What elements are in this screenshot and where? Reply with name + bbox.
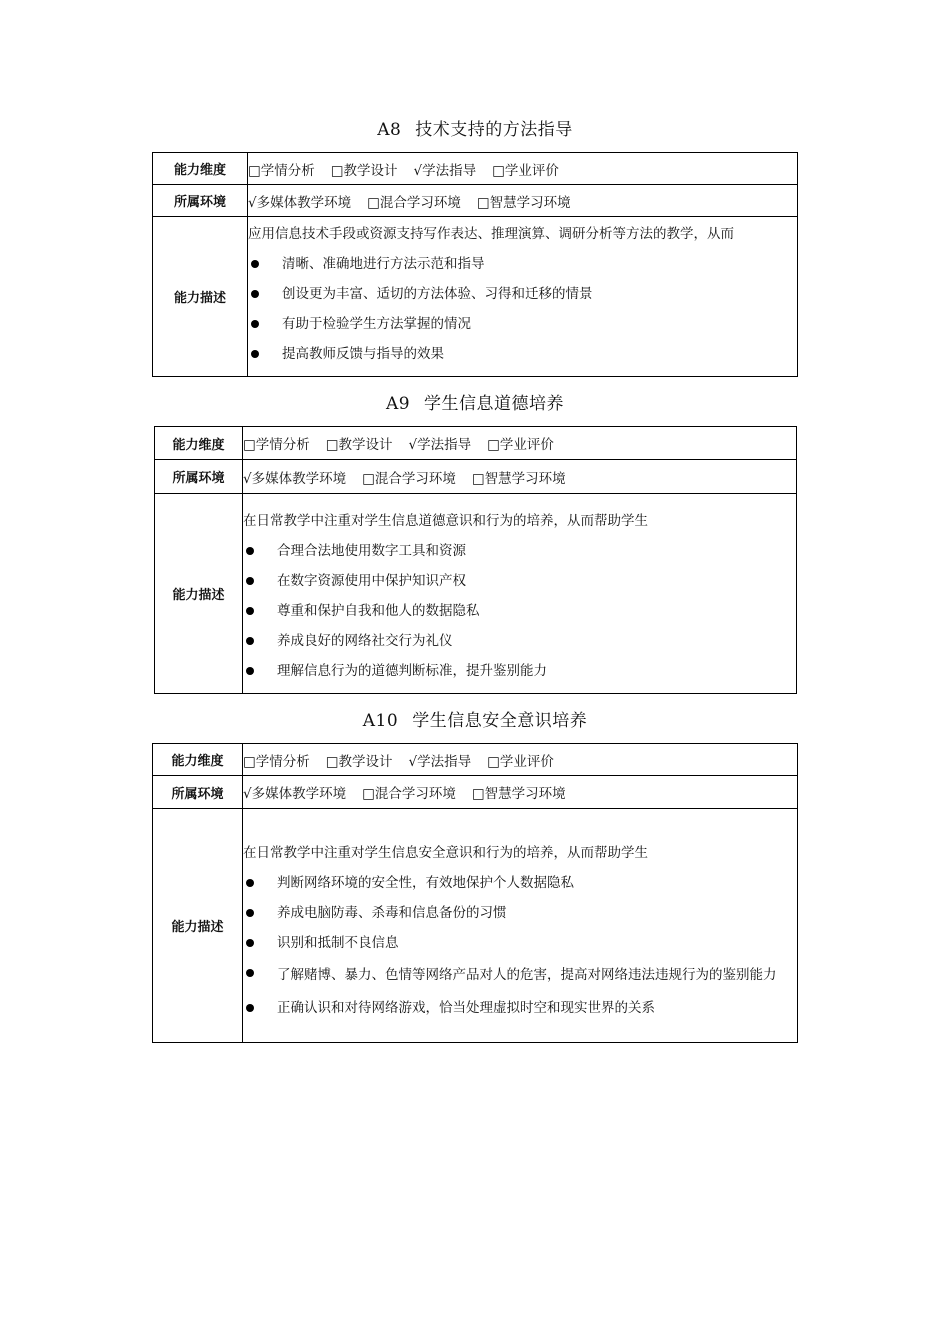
- option-smart-env: □智慧学习环境: [476, 194, 571, 211]
- section-code: A8: [377, 120, 402, 140]
- section-title-text: 学生信息道德培养: [424, 394, 565, 414]
- bullet-item: 识别和抵制不良信息: [243, 933, 797, 953]
- environment-label: 所属环境: [153, 776, 243, 809]
- option-learning-analysis: □学情分析: [243, 437, 310, 453]
- bullet-item: 清晰、准确地进行方法示范和指导: [248, 254, 797, 274]
- bullet-item: 理解信息行为的道德判断标准，提升鉴别能力: [243, 661, 796, 681]
- bullet-item: 了解赌博、暴力、色情等网络产品对人的危害，提高对网络违法违规行为的鉴别能力: [243, 963, 797, 988]
- capability-table-a9: [154, 426, 797, 694]
- section-title-text: 技术支持的方法指导: [415, 120, 573, 140]
- option-learning-analysis: □学情分析: [243, 753, 310, 770]
- description-cell: [243, 809, 798, 1043]
- bullet-item: 养成电脑防毒、杀毒和信息备份的习惯: [243, 903, 797, 923]
- bullet-item: 有助于检验学生方法掌握的情况: [248, 314, 797, 334]
- option-smart-env: □智慧学习环境: [471, 786, 566, 802]
- option-smart-env: □智慧学习环境: [471, 470, 566, 487]
- bullet-item: 正确认识和对待网络游戏，恰当处理虚拟时空和现实世界的关系: [243, 998, 797, 1018]
- environment-label: 所属环境: [155, 460, 243, 494]
- bullet-item: 尊重和保护自我和他人的数据隐私: [243, 601, 796, 621]
- section-title-a8: [0, 115, 950, 140]
- description-intro: 应用信息技术手段或资源支持写作表达、推理演算、调研分析等方法的教学，从而: [248, 226, 734, 242]
- section-title-text: 学生信息安全意识培养: [412, 711, 588, 731]
- option-blended-env: □混合学习环境: [362, 786, 456, 802]
- bullet-item: 创设更为丰富、适切的方法体验、习得和迁移的情景: [248, 284, 797, 304]
- option-method-guidance: √学法指导: [413, 162, 477, 179]
- bullet-list: [243, 873, 797, 1018]
- section-title-a9: [0, 389, 950, 414]
- option-learning-evaluation: □学业评价: [492, 162, 559, 179]
- section-code: A9: [385, 394, 411, 414]
- option-blended-env: □混合学习环境: [367, 194, 461, 211]
- bullet-list: [243, 541, 796, 681]
- environment-options: [243, 460, 797, 494]
- capability-table-a10: [152, 743, 798, 1043]
- dimension-options: [243, 427, 797, 460]
- option-method-guidance: √学法指导: [408, 753, 472, 770]
- bullet-item: 提高教师反馈与指导的效果: [248, 344, 797, 364]
- description-intro: 在日常教学中注重对学生信息安全意识和行为的培养，从而帮助学生: [243, 845, 648, 861]
- bullet-item: 合理合法地使用数字工具和资源: [243, 541, 796, 561]
- environment-label: 所属环境: [153, 185, 248, 217]
- bullet-item: 判断网络环境的安全性，有效地保护个人数据隐私: [243, 873, 797, 893]
- description-label: 能力描述: [153, 809, 243, 1043]
- dimension-label: 能力维度: [153, 744, 243, 776]
- dimension-options: [248, 153, 798, 185]
- description-cell: [243, 494, 797, 694]
- section-code: A10: [362, 711, 399, 731]
- capability-table-a8: [152, 152, 798, 377]
- bullet-list: [248, 254, 797, 364]
- option-learning-analysis: □学情分析: [248, 162, 315, 179]
- option-teaching-design: □教学设计: [325, 437, 393, 453]
- option-method-guidance: √学法指导: [408, 437, 472, 453]
- description-label: 能力描述: [155, 494, 243, 694]
- dimension-label: 能力维度: [153, 153, 248, 185]
- option-learning-evaluation: □学业评价: [487, 753, 554, 770]
- dimension-options: [243, 744, 798, 776]
- option-learning-evaluation: □学业评价: [487, 437, 554, 453]
- description-label: 能力描述: [153, 217, 248, 377]
- option-teaching-design: □教学设计: [325, 753, 393, 770]
- section-title-a10: [0, 706, 950, 731]
- bullet-item: 养成良好的网络社交行为礼仪: [243, 631, 796, 651]
- description-intro: 在日常教学中注重对学生信息道德意识和行为的培养，从而帮助学生: [243, 512, 648, 529]
- option-multimedia-env: √多媒体教学环境: [243, 786, 347, 802]
- dimension-label: 能力维度: [155, 427, 243, 460]
- description-cell: [248, 217, 798, 377]
- bullet-item: 在数字资源使用中保护知识产权: [243, 571, 796, 591]
- option-multimedia-env: √多媒体教学环境: [248, 194, 352, 211]
- option-blended-env: □混合学习环境: [362, 470, 456, 487]
- option-multimedia-env: √多媒体教学环境: [243, 470, 347, 487]
- option-teaching-design: □教学设计: [330, 162, 398, 179]
- environment-options: [243, 776, 798, 809]
- environment-options: [248, 185, 798, 217]
